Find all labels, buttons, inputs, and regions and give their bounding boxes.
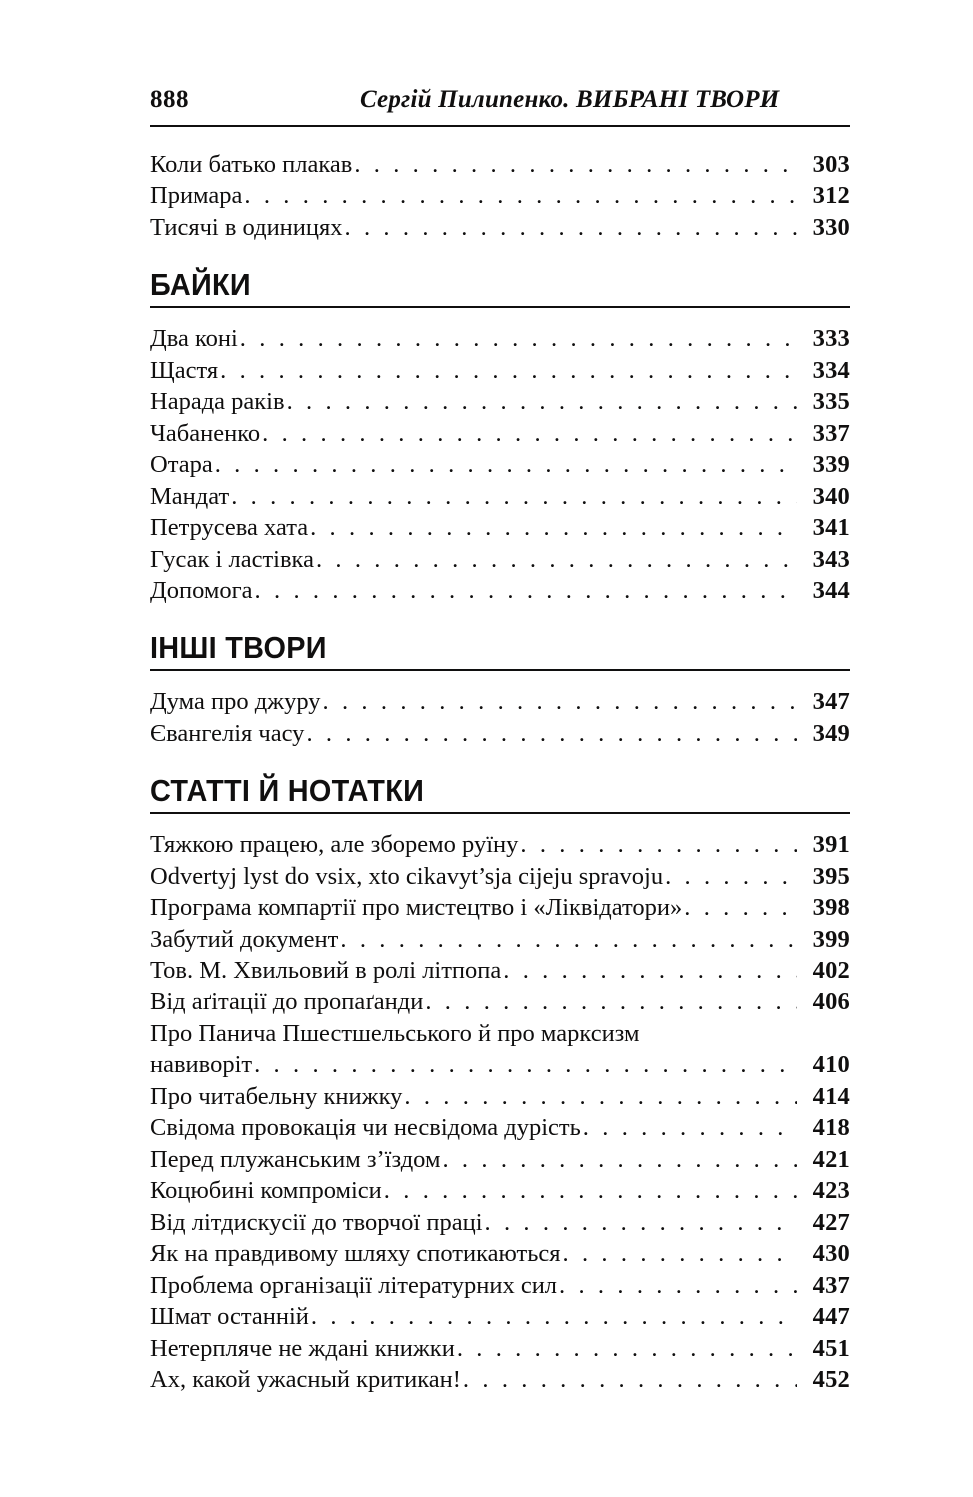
- toc-entry-page-number: 451: [812, 1334, 850, 1362]
- toc-entry[interactable]: [150, 892, 850, 923]
- section-heading: [150, 775, 850, 814]
- toc-entry-title: Дума про джуру: [150, 688, 321, 716]
- toc-section: [150, 632, 850, 749]
- toc-leader-dots: [425, 986, 797, 1017]
- toc-leader-dots: [404, 1081, 797, 1112]
- toc-leader-dots: [323, 686, 797, 717]
- toc-entry-title: Примара: [150, 182, 243, 210]
- toc-entry[interactable]: [150, 212, 850, 243]
- toc-leader-dots: [255, 575, 797, 606]
- toc-entry-title: Мандат: [150, 482, 230, 510]
- section-heading-label: СТАТТІ Й НОТАТКИ: [150, 773, 425, 809]
- toc-entry-title: Odvertyj lyst do vsix, xto cikavyt’sja cijeju spravoju: [150, 862, 664, 890]
- toc-entry[interactable]: [150, 1301, 850, 1332]
- toc-entry-page-number: 344: [812, 577, 850, 605]
- toc-entry-title: Тяжкою працею, але зборемо руїну: [150, 831, 519, 859]
- toc-entry-title-continuation: навиворіт: [150, 1051, 253, 1079]
- toc-entry-list: [150, 323, 850, 606]
- toc-entry-page-number: 423: [812, 1177, 850, 1205]
- toc-entry-title: Шмат останній: [150, 1303, 309, 1331]
- toc-entry-title: Тов. М. Хвильовий в ролі літпопа: [150, 957, 502, 985]
- toc-entry[interactable]: [150, 1270, 850, 1301]
- toc-entry-page-number: 421: [812, 1145, 850, 1173]
- toc-entry[interactable]: [150, 1112, 850, 1143]
- toc-entry-page-number: 402: [812, 957, 850, 985]
- toc-entry-page-number: 395: [812, 862, 850, 890]
- toc-entry-list: [150, 686, 850, 749]
- table-of-contents: [150, 149, 850, 1396]
- toc-entry-page-number: 452: [812, 1366, 850, 1394]
- toc-entry-title: Тисячі в одиницях: [150, 213, 343, 241]
- toc-entry-page-number: 447: [812, 1303, 850, 1331]
- toc-leader-dots: [559, 1270, 797, 1301]
- toc-entry-page-number: 343: [812, 545, 850, 573]
- toc-entry-page-number: 391: [812, 831, 850, 859]
- toc-entry-page-number: 334: [812, 356, 850, 384]
- toc-entry[interactable]: [150, 386, 850, 417]
- toc-entry[interactable]: [150, 861, 850, 892]
- toc-entry-list: [150, 149, 850, 243]
- toc-leader-dots: [215, 449, 797, 480]
- toc-entry-title: Нарада раків: [150, 388, 285, 416]
- toc-entry-title: Євангелія часу: [150, 719, 305, 747]
- toc-entry[interactable]: [150, 924, 850, 955]
- toc-entry-page-number: 418: [812, 1114, 850, 1142]
- toc-entry[interactable]: [150, 1175, 850, 1206]
- toc-section: [150, 149, 850, 243]
- toc-leader-dots: [442, 1144, 797, 1175]
- toc-entry-page-number: 349: [812, 719, 850, 747]
- toc-entry[interactable]: [150, 829, 850, 860]
- toc-leader-dots: [463, 1364, 797, 1395]
- toc-leader-dots: [254, 1049, 797, 1080]
- toc-entry-page-number: 414: [812, 1082, 850, 1110]
- running-head: [150, 86, 850, 120]
- toc-entry-title: Коцюбині компроміси: [150, 1177, 382, 1205]
- toc-entry[interactable]: [150, 1081, 850, 1112]
- toc-entry[interactable]: [150, 1333, 850, 1364]
- toc-entry[interactable]: [150, 955, 850, 986]
- section-heading: [150, 632, 850, 671]
- toc-entry-title: Проблема організації літературних сил: [150, 1271, 558, 1299]
- toc-entry[interactable]: [150, 149, 850, 180]
- toc-leader-dots: [583, 1112, 797, 1143]
- toc-entry-title: Гусак і ластівка: [150, 545, 314, 573]
- toc-leader-dots: [287, 386, 797, 417]
- toc-entry[interactable]: [150, 544, 850, 575]
- toc-entry-title: Два коні: [150, 325, 238, 353]
- toc-section: [150, 775, 850, 1395]
- toc-leader-dots: [384, 1175, 797, 1206]
- toc-entry[interactable]: [150, 355, 850, 386]
- toc-entry-title: Про Панича Пшестшельського й про марксизм: [150, 1019, 640, 1047]
- toc-entry[interactable]: [150, 986, 850, 1017]
- toc-entry-title: Від літдискусії до творчої праці: [150, 1208, 483, 1236]
- toc-leader-dots: [485, 1207, 797, 1238]
- section-heading-rule: [150, 669, 850, 671]
- toc-entry[interactable]: [150, 512, 850, 543]
- toc-entry[interactable]: [150, 1207, 850, 1238]
- toc-entry-page-number: 339: [812, 451, 850, 479]
- toc-leader-dots: [262, 418, 797, 449]
- toc-entry-page-number: 330: [812, 213, 850, 241]
- toc-leader-dots: [520, 829, 797, 860]
- toc-entry-title: Програма компартії про мистецтво і «Ліквідатори»: [150, 894, 683, 922]
- toc-entry[interactable]: [150, 1364, 850, 1395]
- toc-leader-dots: [340, 924, 797, 955]
- toc-entry-page-number: 312: [812, 182, 850, 210]
- section-heading-label: БАЙКИ: [150, 267, 251, 303]
- toc-entry-page-number: 430: [812, 1240, 850, 1268]
- section-heading: [150, 269, 850, 308]
- toc-leader-dots: [311, 1301, 797, 1332]
- toc-entry-page-number: 341: [812, 514, 850, 542]
- toc-entry-title: Допомога: [150, 577, 253, 605]
- page-content: [150, 86, 850, 1396]
- toc-entry[interactable]: [150, 718, 850, 749]
- toc-entry[interactable]: [150, 1018, 850, 1081]
- toc-entry-title-continuation-row: [150, 1049, 850, 1080]
- toc-leader-dots: [244, 180, 797, 211]
- toc-leader-dots: [306, 718, 797, 749]
- toc-leader-dots: [354, 149, 797, 180]
- toc-entry-page-number: 333: [812, 325, 850, 353]
- toc-entry-page-number: 399: [812, 925, 850, 953]
- toc-leader-dots: [345, 212, 797, 243]
- toc-entry[interactable]: [150, 575, 850, 606]
- page-folio-number: 888: [150, 86, 189, 113]
- toc-entry-list: [150, 829, 850, 1395]
- toc-entry-page-number: 337: [812, 419, 850, 447]
- toc-entry-page-number: 410: [812, 1051, 850, 1079]
- toc-entry-title: Коли батько плакав: [150, 151, 353, 178]
- toc-leader-dots: [240, 323, 797, 354]
- toc-entry[interactable]: [150, 323, 850, 354]
- toc-entry-page-number: 427: [812, 1208, 850, 1236]
- toc-entry-title: Ах, какой ужасный критикан!: [150, 1366, 461, 1394]
- toc-entry-title: Чабаненко: [150, 419, 261, 447]
- toc-leader-dots: [316, 544, 797, 575]
- toc-entry-title: Отара: [150, 451, 213, 479]
- toc-leader-dots: [563, 1238, 797, 1269]
- toc-entry-page-number: 335: [812, 388, 850, 416]
- toc-leader-dots: [310, 512, 797, 543]
- toc-entry-title: Про читабельну книжку: [150, 1082, 403, 1110]
- toc-entry-title: Від аґітації до пропаґанди: [150, 988, 424, 1016]
- toc-entry-title: Свідома провокація чи несвідома дурість: [150, 1114, 581, 1142]
- toc-entry-page-number: 437: [812, 1271, 850, 1299]
- toc-entry[interactable]: [150, 481, 850, 512]
- section-heading-label: ІНШІ ТВОРИ: [150, 630, 327, 666]
- toc-section: [150, 269, 850, 606]
- toc-entry[interactable]: [150, 1144, 850, 1175]
- toc-entry-page-number: 347: [812, 688, 850, 716]
- toc-entry[interactable]: [150, 449, 850, 480]
- toc-leader-dots: [457, 1333, 797, 1364]
- section-heading-rule: [150, 812, 850, 814]
- toc-entry-title: Перед плужанським з’їздом: [150, 1145, 441, 1173]
- toc-entry-page-number: 398: [812, 894, 850, 922]
- toc-leader-dots: [231, 481, 797, 512]
- toc-entry-page-number: 303: [812, 151, 850, 178]
- toc-entry-page-number: 340: [812, 482, 850, 510]
- toc-leader-dots: [503, 955, 797, 986]
- toc-entry-title: Як на правдивому шляху спотикаються: [150, 1240, 561, 1268]
- toc-entry-title: Петрусева хата: [150, 514, 309, 542]
- running-head-title: Сергій Пилипенко. ВИБРАНІ ТВОРИ: [360, 86, 780, 113]
- toc-entry-title: Щастя: [150, 356, 219, 384]
- section-heading-rule: [150, 306, 850, 308]
- toc-entry[interactable]: [150, 180, 850, 211]
- toc-entry-title: Нетерпляче не ждані книжки: [150, 1334, 455, 1362]
- toc-leader-dots: [665, 861, 797, 892]
- toc-entry[interactable]: [150, 686, 850, 717]
- toc-leader-dots: [684, 892, 797, 923]
- toc-entry-title: Забутий документ: [150, 925, 339, 953]
- toc-entry[interactable]: [150, 1238, 850, 1269]
- toc-entry-page-number: 406: [812, 988, 850, 1016]
- toc-leader-dots: [220, 355, 797, 386]
- running-head-rule: [150, 125, 850, 127]
- toc-entry[interactable]: [150, 418, 850, 449]
